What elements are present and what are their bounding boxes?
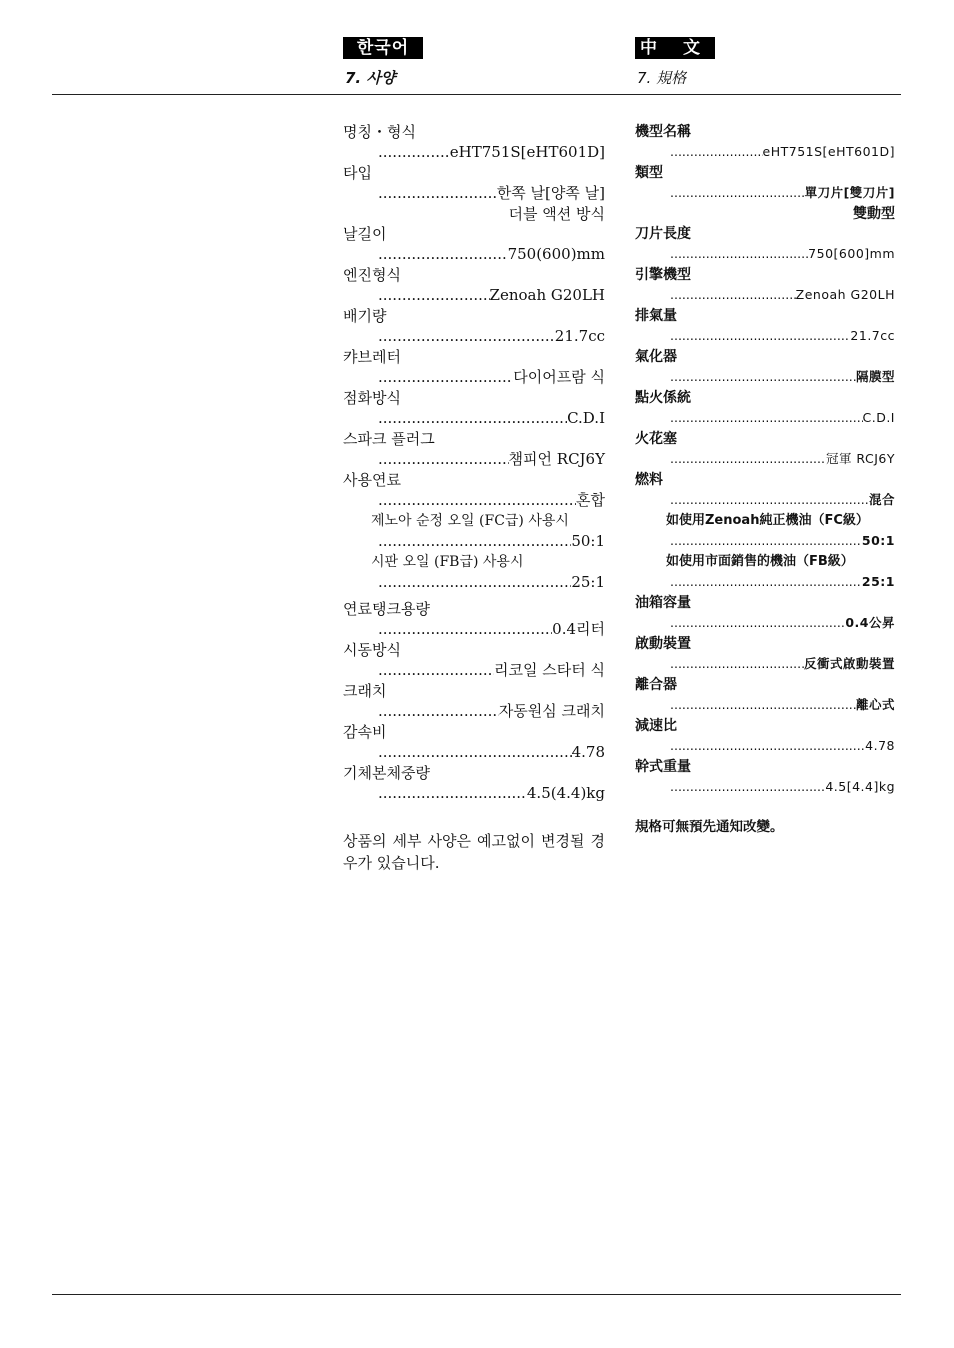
spec-item	[343, 722, 605, 763]
leader-dots	[378, 367, 513, 387]
leader-dots	[670, 142, 763, 162]
spec-value: 4.5(4.4)kg	[526, 784, 605, 802]
spec-label: 幹式重量	[635, 759, 691, 775]
spec-value-row	[670, 490, 895, 511]
spec-label: 類型	[635, 165, 663, 181]
spec-label: 氣化器	[635, 349, 677, 365]
spec-value-row	[378, 285, 605, 306]
spec-value-row	[670, 736, 895, 757]
leader-dots	[378, 572, 571, 592]
spec-label: 시동방식	[343, 641, 401, 659]
spec-label: 離合器	[635, 677, 677, 693]
spec-item	[635, 757, 895, 798]
leader-dots	[378, 490, 576, 510]
spec-item	[343, 163, 605, 224]
spec-change-note: 상품의 세부 사양은 예고없이 변경될 경우가 있습니다.	[343, 832, 605, 872]
spec-label: 기체본체중량	[343, 764, 430, 782]
spec-value: 4.5[4.4]kg	[825, 779, 895, 794]
fuel-ratio-row	[378, 531, 605, 552]
spec-value-row	[378, 142, 605, 163]
spec-value-row	[670, 408, 895, 429]
leader-dots	[378, 285, 490, 305]
spec-item	[343, 763, 605, 804]
spec-item	[343, 347, 605, 388]
spec-label: 타입	[343, 164, 372, 182]
spec-value-row	[670, 613, 895, 634]
korean-section-title: 7. 사양	[345, 69, 396, 87]
spec-value: Zenoah G20LH	[489, 286, 605, 304]
spec-value-row	[670, 449, 895, 470]
fuel-ratio-label: 如使用Zenoah純正機油（FC級）	[666, 513, 869, 528]
spec-label: 감속비	[343, 723, 387, 741]
spec-value-row	[670, 654, 895, 675]
spec-item	[635, 163, 895, 224]
leader-dots	[378, 619, 552, 639]
spec-value: 反衝式啟動裝置	[803, 656, 895, 671]
spec-label: 명칭・형식	[343, 123, 416, 141]
leader-dots	[378, 244, 508, 264]
spec-item	[343, 224, 605, 265]
spec-value: 離心式	[855, 697, 895, 712]
fuel-ratio-value: 50:1	[571, 532, 605, 550]
leader-dots	[670, 736, 865, 756]
chinese-section-title: 7. 規格	[637, 69, 687, 87]
fuel-ratio-label: 제노아 순정 오일 (FC급) 사용시	[371, 513, 569, 529]
leader-dots	[670, 367, 856, 387]
spec-value-row	[378, 449, 605, 470]
spec-value-continuation: 雙動型	[853, 206, 895, 222]
spec-value: 혼합	[576, 491, 605, 509]
spec-item	[635, 347, 895, 388]
spec-label: 啟動裝置	[635, 636, 691, 652]
leader-dots	[670, 183, 805, 203]
leader-dots	[670, 654, 804, 674]
spec-value: 單刀片[雙刀片]	[804, 185, 895, 200]
leader-dots	[378, 742, 572, 762]
spec-label: 점화방식	[343, 389, 401, 407]
spec-label: 스파크 플러그	[343, 430, 435, 448]
leader-dots	[378, 183, 497, 203]
spec-value: 4.78	[571, 743, 605, 761]
spec-item	[343, 470, 605, 593]
spec-value-row	[378, 183, 605, 204]
fuel-ratio-label: 如使用市面銷售的機油（FB級）	[666, 554, 854, 569]
spec-value: 다이어프람 식	[513, 368, 605, 386]
spec-value-row	[378, 244, 605, 265]
spec-value: 750(600)mm	[507, 245, 605, 263]
spec-item	[635, 593, 895, 634]
spec-item	[635, 470, 895, 593]
leader-dots	[670, 613, 845, 633]
spec-item	[635, 388, 895, 429]
spec-value-row	[378, 326, 605, 347]
spec-value: 챔피언 RCJ6Y	[508, 450, 605, 468]
spec-label: 點火係統	[635, 390, 691, 406]
spec-item	[343, 429, 605, 470]
spec-item	[635, 429, 895, 470]
spec-item	[343, 599, 605, 640]
chinese-spec-column	[635, 122, 895, 838]
spec-value: 750[600]mm	[808, 246, 895, 261]
header-divider	[52, 94, 901, 95]
spec-label: 배기량	[343, 307, 387, 325]
leader-dots	[670, 777, 825, 797]
spec-label: 사용연료	[343, 471, 401, 489]
leader-dots	[378, 701, 499, 721]
leader-dots	[670, 285, 796, 305]
spec-label: 排氣量	[635, 308, 677, 324]
spec-value: 21.7cc	[554, 327, 605, 345]
spec-value: 21.7cc	[850, 328, 895, 343]
spec-value-continuation: 더블 액션 방식	[508, 205, 605, 223]
spec-value-row	[670, 326, 895, 347]
spec-label: 機型名稱	[635, 124, 691, 140]
spec-value: 한쪽 날[양쪽 날]	[496, 184, 605, 202]
spec-item	[343, 681, 605, 722]
spec-value-row	[378, 367, 605, 388]
spec-item	[635, 122, 895, 163]
spec-value-row	[670, 142, 895, 163]
spec-item	[635, 634, 895, 675]
spec-label: 火花塞	[635, 431, 677, 447]
spec-value: 冠軍 RCJ6Y	[825, 451, 895, 466]
leader-dots	[378, 660, 494, 680]
spec-item	[343, 388, 605, 429]
leader-dots	[670, 490, 869, 510]
leader-dots	[670, 531, 862, 551]
spec-label: 캬브레터	[343, 348, 401, 366]
spec-value: eHT751S[eHT601D]	[449, 143, 605, 161]
spec-value-row	[670, 244, 895, 265]
spec-item	[343, 306, 605, 347]
spec-value-row	[670, 367, 895, 388]
spec-label: 引擎機型	[635, 267, 691, 283]
spec-value: C.D.I	[862, 410, 895, 425]
leader-dots	[670, 408, 863, 428]
leader-dots	[378, 449, 509, 469]
leader-dots	[378, 531, 571, 551]
korean-language-badge: 한국어	[343, 37, 423, 59]
spec-value: Zenoah G20LH	[795, 287, 895, 302]
spec-item	[635, 224, 895, 265]
spec-value-row	[378, 619, 605, 640]
fuel-ratio-value: 25:1	[861, 574, 895, 589]
fuel-ratio-row	[670, 531, 895, 552]
spec-value-row	[378, 660, 605, 681]
spec-label: 연료탱크용량	[343, 600, 430, 618]
spec-item	[343, 265, 605, 306]
spec-value: eHT751S[eHT601D]	[762, 144, 895, 159]
spec-item	[343, 640, 605, 681]
spec-label: 減速比	[635, 718, 677, 734]
leader-dots	[378, 326, 555, 346]
spec-label: 엔진형식	[343, 266, 401, 284]
leader-dots	[670, 572, 862, 592]
spec-value-row	[378, 701, 605, 722]
fuel-ratio-value: 50:1	[861, 533, 895, 548]
spec-value: 隔膜型	[855, 369, 895, 384]
spec-change-note: 規格可無預先通知改變。	[635, 819, 784, 835]
fuel-ratio-row	[378, 572, 605, 593]
spec-value-row	[378, 742, 605, 763]
spec-label: 油箱容量	[635, 595, 691, 611]
leader-dots	[670, 695, 856, 715]
leader-dots	[670, 244, 808, 264]
spec-value: 자동원심 크래치	[498, 702, 605, 720]
spec-item	[343, 122, 605, 163]
spec-value: 混合	[868, 492, 895, 507]
spec-value: 0.4公昇	[845, 615, 895, 630]
spec-value: 0.4리터	[552, 620, 605, 638]
spec-label: 날길이	[343, 225, 387, 243]
korean-spec-column	[343, 122, 605, 874]
spec-label: 刀片長度	[635, 226, 691, 242]
spec-value-row	[670, 777, 895, 798]
fuel-ratio-label: 시판 오일 (FB급) 사용시	[371, 554, 524, 570]
leader-dots	[378, 408, 567, 428]
spec-item	[635, 265, 895, 306]
spec-item	[635, 306, 895, 347]
fuel-ratio-row	[670, 572, 895, 593]
spec-item	[635, 716, 895, 757]
spec-value: C.D.I	[567, 409, 605, 427]
spec-value: 리코일 스타터 식	[494, 661, 605, 679]
footer-divider	[52, 1294, 901, 1295]
spec-label: 크래치	[343, 682, 387, 700]
spec-value-row	[378, 783, 605, 804]
spec-item	[635, 675, 895, 716]
leader-dots	[670, 326, 850, 346]
spec-value: 4.78	[865, 738, 895, 753]
spec-value-row	[378, 408, 605, 429]
spec-label: 燃料	[635, 472, 663, 488]
leader-dots	[378, 783, 527, 803]
leader-dots	[378, 142, 450, 162]
fuel-ratio-value: 25:1	[571, 573, 605, 591]
spec-value-row	[670, 695, 895, 716]
spec-value-row	[378, 490, 605, 511]
leader-dots	[670, 449, 826, 469]
spec-value-row	[670, 285, 895, 306]
chinese-language-badge: 中 文	[635, 37, 715, 59]
spec-value-row	[670, 183, 895, 204]
